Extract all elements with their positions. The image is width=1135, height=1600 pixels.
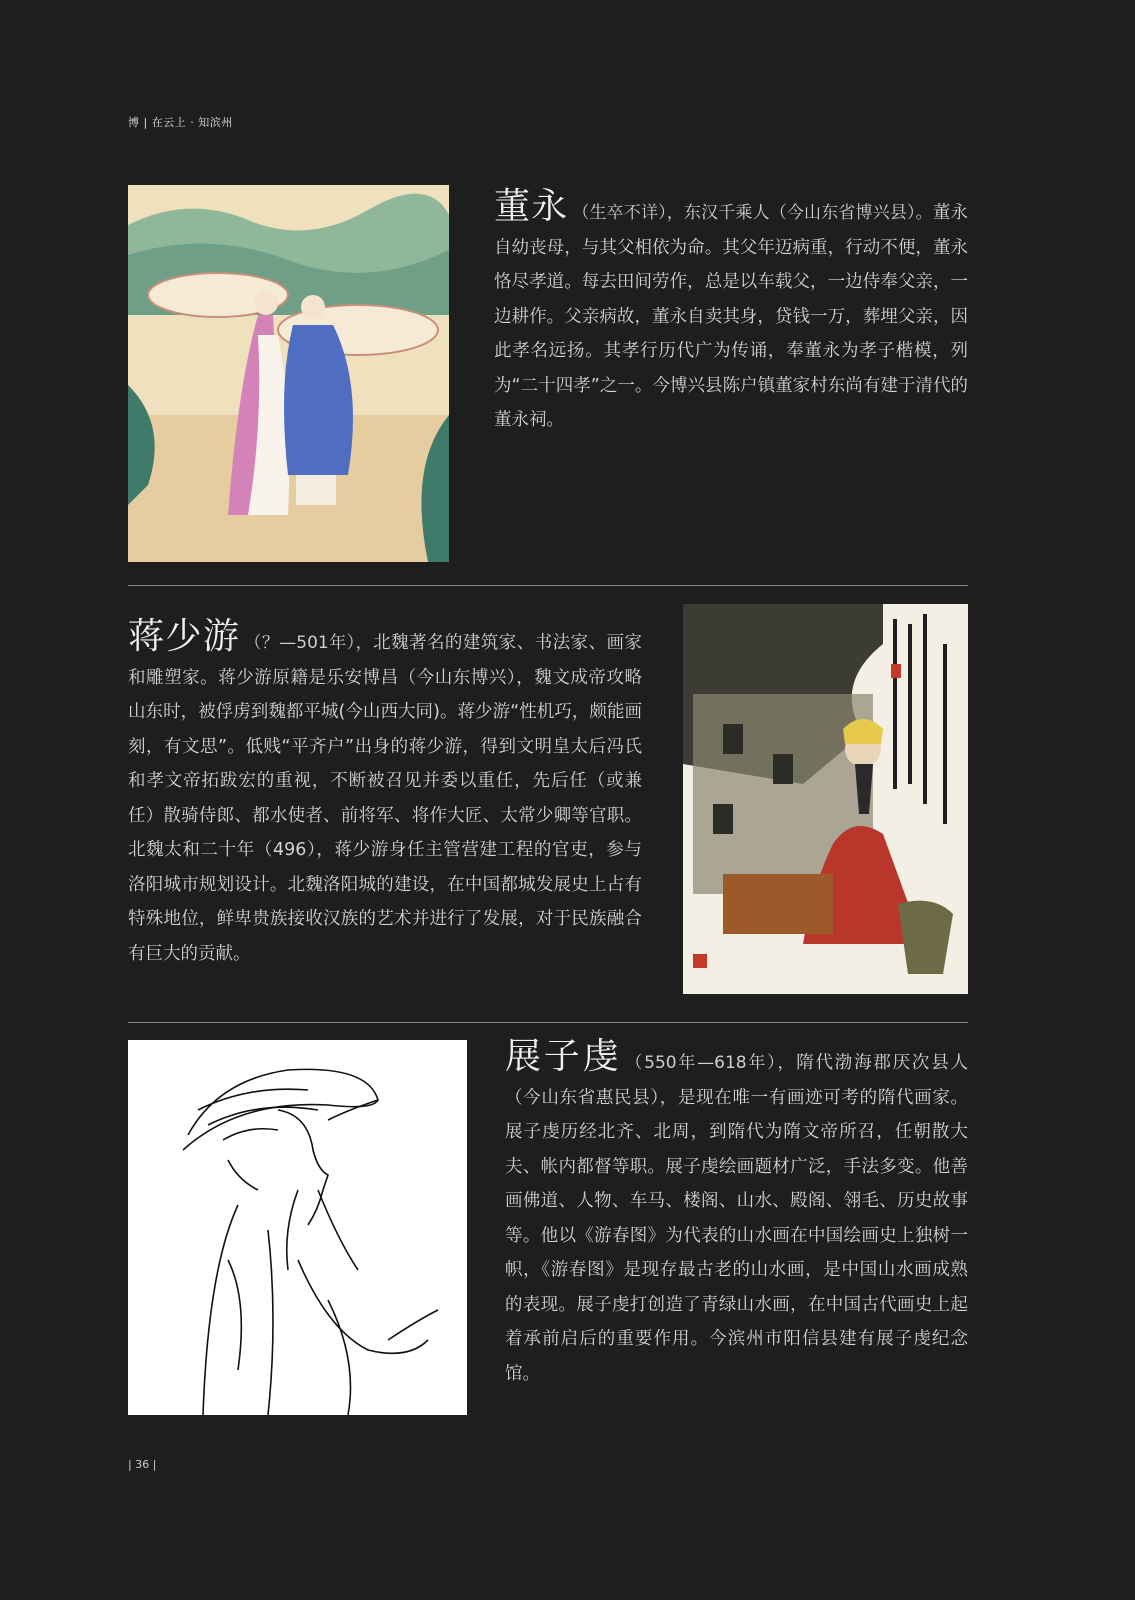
section-divider-2 <box>128 1022 968 1023</box>
running-header: 博 | 在云上 · 知滨州 <box>128 116 233 129</box>
jiang-shaoyou-name: 蒋少游 <box>128 616 241 657</box>
section-divider-1 <box>128 585 968 586</box>
jiang-shaoyou-dates: （？—501年）， <box>244 633 374 653</box>
dong-yong-dates: （生卒不详），东汉千乘人（今山东省博兴县）。 <box>572 203 933 223</box>
zhan-ziqian-body: 隋代渤海郡厌次县人（今山东省惠民县），是现在唯一有画迹可考的隋代画家。展子虔历经北齐、北周，到隋代为隋文帝所召，任朝散大夫、帐内都督等职。展子虔绘画题材广泛，手法多变。他善画佛道、人物、车马、楼阁、山水、殿阁、翎毛、历史故事等。他以《游春图》为代表的山水画在中国绘画史上独树一帜，《游春图》是现存最古老的山水画，是中国山水画成熟的表现。展子虔打创造了青绿山水画，在中国古代画史上起着承前启后的重要作用。今滨州市阳信县建有展子虔纪念馆。 <box>505 1053 968 1384</box>
dong-yong-name: 董永 <box>494 186 569 227</box>
dong-yong-illustration <box>128 185 449 562</box>
zhan-ziqian-dates: （550年—618年）， <box>625 1053 797 1073</box>
jiang-shaoyou-bio <box>128 616 642 971</box>
page-number: | 36 | <box>128 1458 157 1471</box>
jiang-shaoyou-painting <box>683 604 968 994</box>
jiang-shaoyou-body: 北魏著名的建筑家、书法家、画家和雕塑家。蒋少游原籍是乐安博昌（今山东博兴），魏文成帝攻略山东时，被俘虏到魏都平城(今山西大同)。蒋少游“性机巧，颇能画刻，有文思”。低贱“平齐户”出身的蒋少游，得到文明皇太后冯氏和孝文帝拓跋宏的重视，不断被召见并委以重任，先后任（或兼任）散骑侍郎、都水使者、前将军、将作大匠、太常少卿等官职。北魏太和二十年（496），蒋少游身任主管营建工程的官吏，参与洛阳城市规划设计。北魏洛阳城的建设，在中国都城发展史上占有特殊地位，鲜卑贵族接收汉族的艺术并进行了发展，对于民族融合有巨大的贡献。 <box>128 633 642 964</box>
zhan-ziqian-portrait <box>128 1040 467 1415</box>
dong-yong-bio <box>494 186 969 438</box>
dong-yong-body: 董永自幼丧母，与其父相依为命。其父年迈病重，行动不便，董永恪尽孝道。每去田间劳作，总是以车载父，一边侍奉父亲，一边耕作。父亲病故，董永自卖其身，贷钱一万，葬埋父亲，因此孝名远扬。其孝行历代广为传诵，奉董永为孝子楷模，列为“二十四孝”之一。今博兴县陈户镇董家村东尚有建于清代的董永祠。 <box>494 203 969 430</box>
zhan-ziqian-name: 展子虔 <box>505 1036 622 1077</box>
zhan-ziqian-bio <box>505 1036 968 1391</box>
